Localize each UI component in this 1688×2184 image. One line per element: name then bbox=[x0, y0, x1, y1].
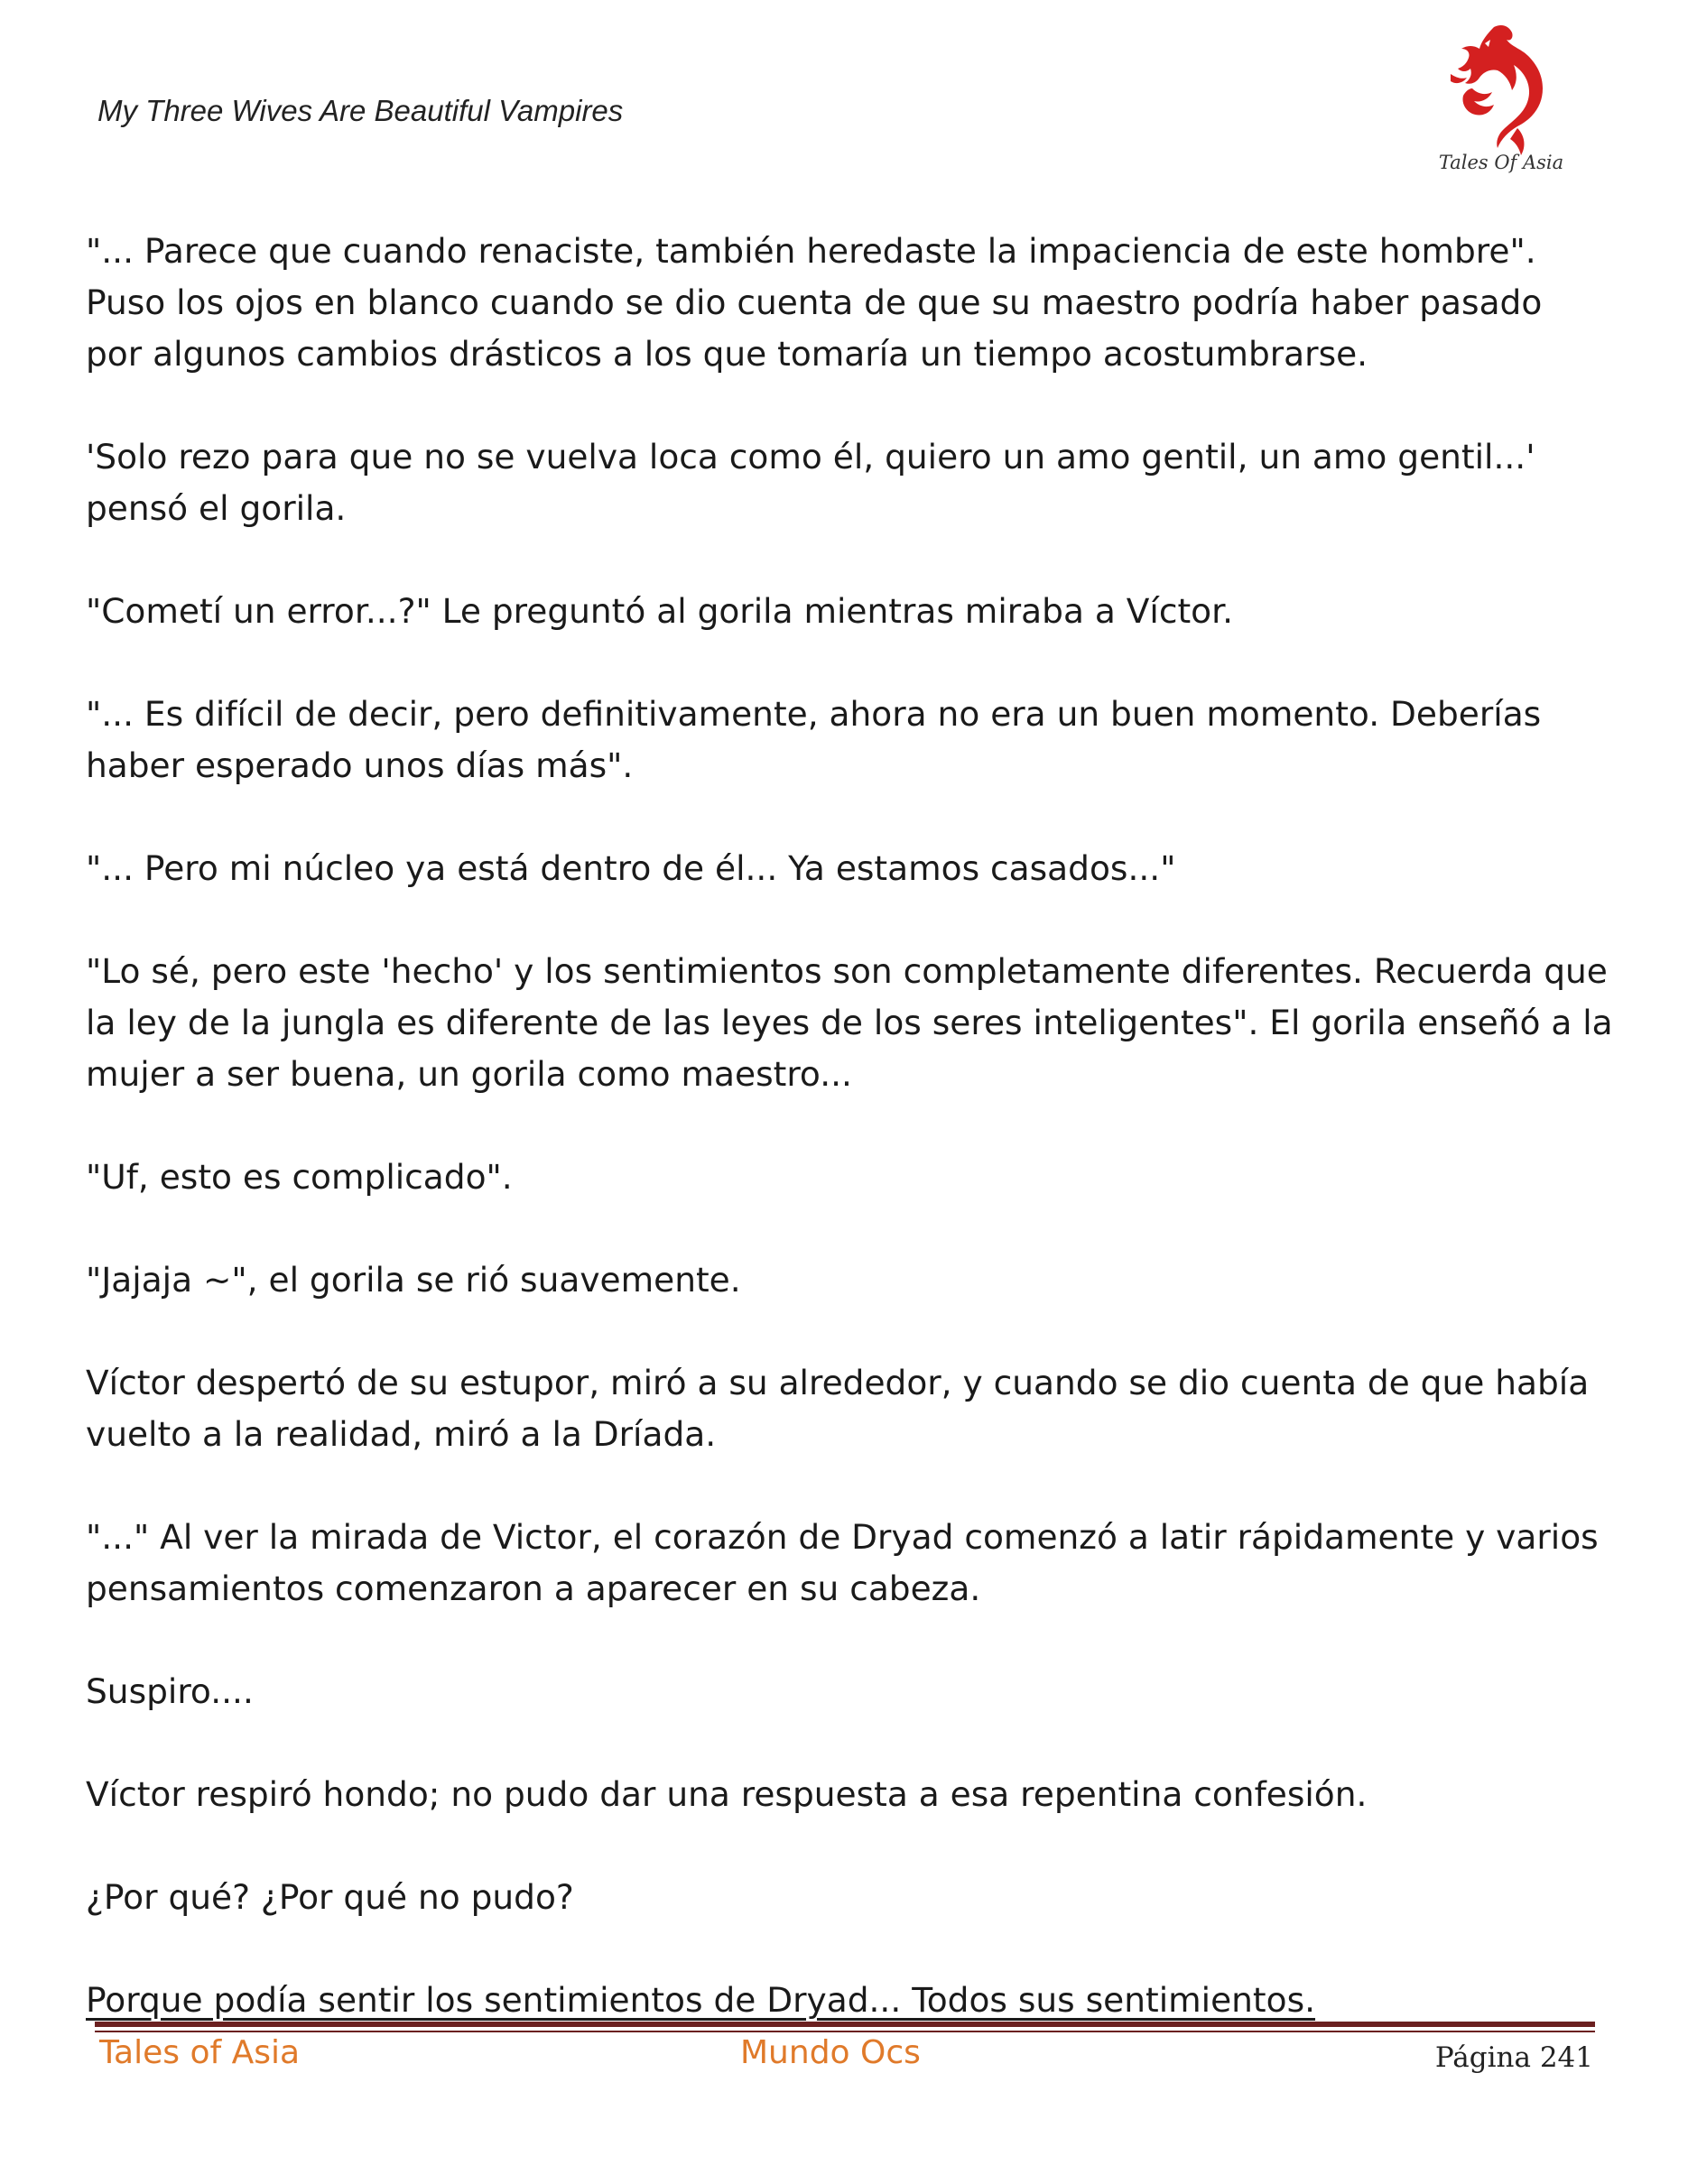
paragraph: Suspiro.... bbox=[86, 1671, 254, 1711]
paragraph: "..." Al ver la mirada de Victor, el corazón de Dryad comenzó a latir rápidamente y varios pensamientos comenzaron a aparecer en su cabeza. bbox=[86, 1517, 1599, 1608]
paragraph: Víctor despertó de su estupor, miró a su alrededor, y cuando se dio cuenta de que había vuelto a la realidad, miró a la Dríada. bbox=[86, 1363, 1590, 1454]
page-number: Página 241 bbox=[1434, 2041, 1593, 2074]
paragraph: "... Es difícil de decir, pero definitivamente, ahora no era un buen momento. Deberías haber esperado unos días más". bbox=[86, 694, 1542, 785]
paragraph: ¿Por qué? ¿Por qué no pudo? bbox=[86, 1877, 574, 1917]
paragraph: Víctor respiró hondo; no pudo dar una respuesta a esa repentina confesión. bbox=[86, 1774, 1368, 1814]
paragraph: Porque podía sentir los sentimientos de Dryad... Todos sus sentimientos. bbox=[86, 1980, 1316, 2020]
paragraph: "Uf, esto es complicado". bbox=[86, 1157, 513, 1197]
document-body bbox=[86, 226, 1620, 2026]
document-header-title: My Three Wives Are Beautiful Vampires bbox=[97, 94, 624, 127]
paragraph: 'Solo rezo para que no se vuelva loca como él, quiero un amo gentil, un amo gentil...' pensó el gorila. bbox=[86, 437, 1535, 528]
footer-site: Mundo Ocs bbox=[740, 2034, 921, 2071]
paragraph: "Lo sé, pero este 'hecho' y los sentimientos son completamente diferentes. Recuerda que la ley de la jungla es diferente de las leyes de los seres inteligentes". El gorila enseñó a la mujer a ser buena, un gorila como maestro... bbox=[86, 951, 1613, 1094]
paragraph: "Jajaja ~", el gorila se rió suavemente. bbox=[86, 1260, 741, 1300]
paragraph: "... Pero mi núcleo ya está dentro de él... Ya estamos casados..." bbox=[86, 848, 1176, 888]
paragraph: "Cometí un error...?" Le preguntó al gorila mientras miraba a Víctor. bbox=[86, 591, 1233, 631]
footer-publisher: Tales of Asia bbox=[99, 2034, 301, 2071]
paragraph: "... Parece que cuando renaciste, también heredaste la impaciencia de este hombre". Puso los ojos en blanco cuando se dio cuenta de que su maestro podría haber pasado por algunos cambios drásticos a los que tomaría un tiempo acostumbrarse. bbox=[86, 231, 1543, 374]
footer-divider-thin bbox=[95, 2031, 1595, 2032]
footer-divider bbox=[95, 2022, 1595, 2027]
logo-text: Tales Of Asia bbox=[1438, 152, 1564, 173]
